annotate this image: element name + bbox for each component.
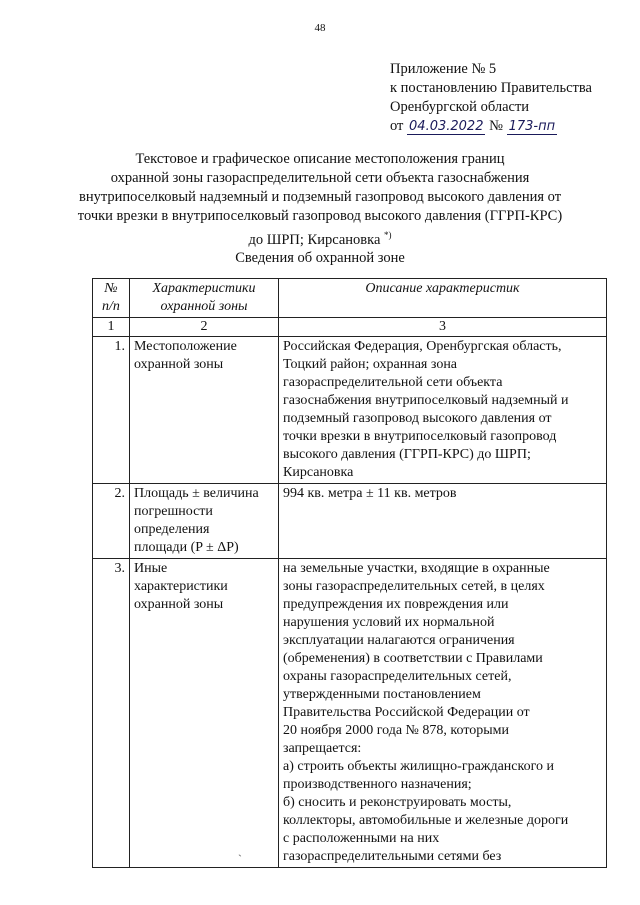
header-row — [93, 279, 607, 318]
row-description: 994 кв. метра ± 11 кв. метров — [279, 484, 607, 559]
row-number: 1. — [93, 337, 130, 484]
appendix-line-2: к постановлению Правительства — [390, 80, 592, 96]
header-num-text: № п/п — [102, 281, 120, 314]
section-title: Сведения об охранной зоне — [235, 250, 405, 266]
title-line-4: точки врезки в внутрипоселковый газопровод высокого давления (ГГРП-КРС) — [77, 208, 563, 224]
title-line-3: внутрипоселковый надземный и подземный газопровод высокого давления от — [78, 189, 562, 205]
header-description — [279, 279, 607, 318]
appendix-header — [390, 60, 592, 136]
table-row — [93, 337, 607, 484]
zone-table — [92, 278, 607, 868]
from-label: от — [390, 118, 404, 134]
stray-mark: ` — [238, 852, 242, 866]
row-number: 3. — [93, 559, 130, 868]
row-characteristic: Иные характеристики охранной зоны — [130, 559, 279, 868]
column-number-row — [93, 318, 607, 337]
appendix-line-1: Приложение № 5 — [390, 61, 497, 77]
title-line-5-text: до ШРП; Кирсановка — [248, 231, 381, 248]
title-line-2: охранной зоны газораспределительной сети объекта газоснабжения — [110, 170, 530, 186]
handwritten-number: 173-пп — [508, 119, 556, 134]
table-row — [93, 484, 607, 559]
number-label: № — [489, 118, 503, 134]
row-description: на земельные участки, входящие в охранные зоны газораспределительных сетей, в целях предупреждения их повреждения или нарушения условий их нормальной эксплуатации налагаются ограничения (обременения) в соответствии с Правилами охраны газораспределительных сетей, утвержденными постановлением Правительства Российской Федерации от 20 ноября 2000 года № 878, которыми запрещается: а) строить объекты жилищно-гражданского и производственного назначения; б) сносить и реконструировать мосты, коллекторы, автомобильные и железные дороги с расположенными на них газораспределительными сетями без — [279, 559, 607, 868]
title-line-1: Текстовое и графическое описание местоположения границ — [135, 151, 505, 167]
handwritten-date: 04.03.2022 — [409, 119, 484, 134]
header-description-text: Описание характеристик — [365, 281, 520, 296]
row-characteristic: Площадь ± величина погрешности определения площади (P ± ΔP) — [130, 484, 279, 559]
header-characteristics — [130, 279, 279, 318]
appendix-date-line — [390, 117, 592, 136]
header-num — [93, 279, 130, 318]
row-number: 2. — [93, 484, 130, 559]
header-characteristics-text: Характеристики охранной зоны — [152, 281, 256, 314]
footnote-mark: *) — [384, 230, 392, 240]
title-line-5 — [60, 226, 580, 250]
row-characteristic: Местоположение охранной зоны — [130, 337, 279, 484]
col-number-1: 1 — [93, 318, 130, 337]
appendix-line-3: Оренбургской области — [390, 99, 530, 115]
col-number-2: 2 — [130, 318, 279, 337]
col-number-3: 3 — [279, 318, 607, 337]
page-number: 48 — [314, 22, 326, 34]
table-row — [93, 559, 607, 868]
row-description: Российская Федерация, Оренбургская область, Тоцкий район; охранная зона газораспределительной сети объекта газоснабжения внутрипоселковый надземный и подземный газопровод высокого давления от точки врезки в внутрипоселковый газопровод высокого давления (ГГРП-КРС) до ШРП; Кирсановка — [279, 337, 607, 484]
document-title — [60, 150, 580, 250]
